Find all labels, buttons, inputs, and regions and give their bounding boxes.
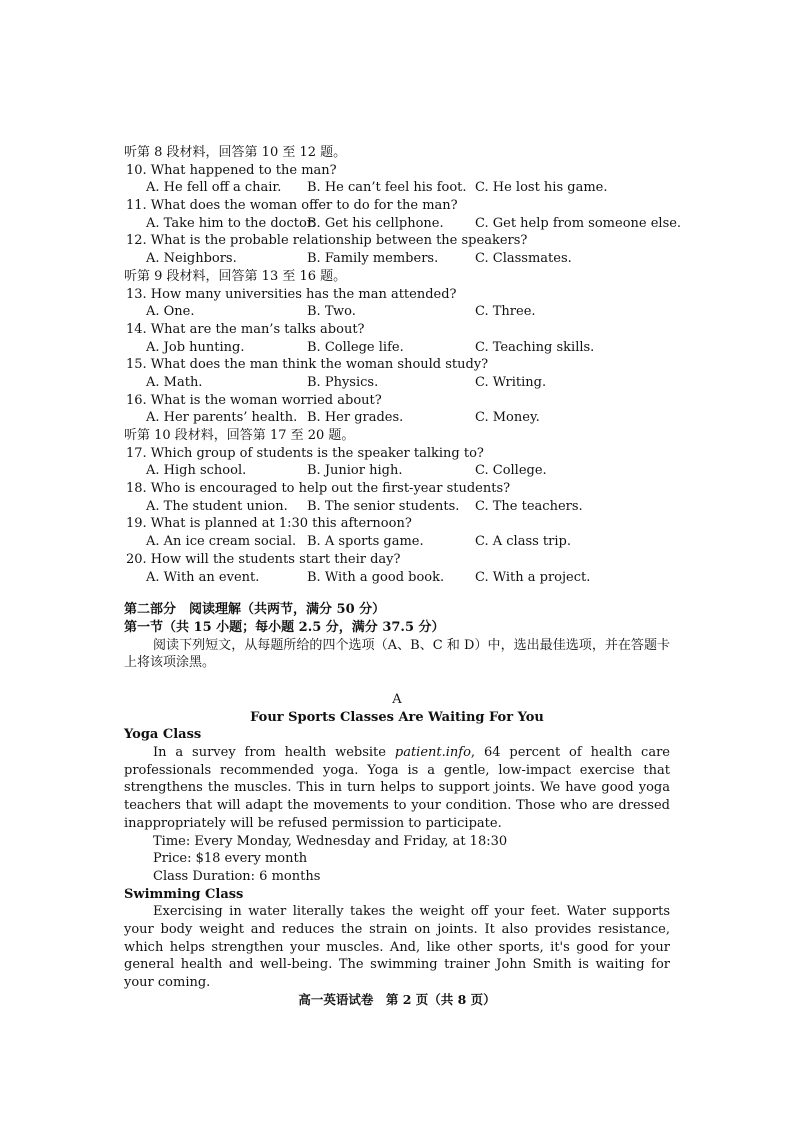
exam-page <box>124 144 682 992</box>
option-b: B. Physics. <box>307 374 379 390</box>
question-19: 19. What is planned at 1:30 this afternoon? <box>126 516 412 532</box>
question-18: 18. Who is encouraged to help out the first-year students? <box>126 481 511 497</box>
option-b: B. Junior high. <box>307 463 403 479</box>
question-11: 11. What does the woman offer to do for the man? <box>126 198 458 214</box>
options-12 <box>124 250 670 268</box>
option-a: A. One. <box>146 304 195 320</box>
option-c: C. Teaching skills. <box>475 339 595 355</box>
options-20 <box>124 569 670 587</box>
option-c: C. Writing. <box>475 374 547 390</box>
option-b: B. Her grades. <box>307 410 404 426</box>
options-11 <box>124 215 682 233</box>
option-b: B. Two. <box>307 304 356 320</box>
option-a: A. High school. <box>146 463 247 479</box>
swimming-heading: Swimming Class <box>124 886 244 902</box>
website-name: patient.info <box>394 745 471 761</box>
passage-title: Four Sports Classes Are Waiting For You <box>250 709 544 725</box>
option-a: A. Neighbors. <box>146 251 237 267</box>
yoga-price: Price: $18 every month <box>153 851 308 867</box>
option-c: C. Money. <box>475 410 540 426</box>
part-title: 第二部分 阅读理解（共两节，满分 50 分） <box>124 602 386 618</box>
yoga-heading: Yoga Class <box>124 727 202 743</box>
instruction: 阅读下列短文，从每题所给的四个选项（A、B、C 和 D）中，选出最佳选项，并在答题卡上将该项涂黑。 <box>124 637 670 671</box>
yoga-text-after: , 64 percent of health care professionals recommended yoga. Yoga is a gentle, low-impact exercise that strengthens the muscles. This in turn helps to support joints. We have good yoga teachers that will adapt the movements to your condition. Those who are dressed inappropriately will be refused permission to participate. <box>124 745 670 831</box>
option-a: A. The student union. <box>146 498 288 514</box>
section-intro: 听第 8 段材料，回答第 10 至 12 题。 <box>124 145 347 160</box>
option-a: A. Math. <box>146 374 203 390</box>
option-a: A. He fell off a chair. <box>146 180 282 196</box>
option-c: C. Classmates. <box>475 251 572 267</box>
yoga-time: Time: Every Monday, Wednesday and Friday, at 18:30 <box>153 833 508 849</box>
question-10: 10. What happened to the man? <box>126 162 337 178</box>
option-a: A. An ice cream social. <box>146 534 297 550</box>
option-a: A. With an event. <box>146 569 260 585</box>
yoga-text-before: In a survey from health website <box>153 745 395 761</box>
option-a: A. Take him to the doctor. <box>146 215 316 231</box>
options-18 <box>124 498 670 516</box>
option-a: A. Her parents’ health. <box>146 410 298 426</box>
swimming-paragraph: Exercising in water literally takes the weight off your feet. Water supports your body weight and reduces the strain on joints. It also provides resistance, which helps strengthen your muscles. And, like other sports, it's good for your general health and well-being. The swimming trainer John Smith is waiting for your coming. <box>124 904 670 991</box>
section-intro: 听第 9 段材料，回答第 13 至 16 题。 <box>124 268 347 284</box>
options-13 <box>124 303 670 321</box>
section-title: 第一节（共 15 小题；每小题 2.5 分，满分 37.5 分） <box>124 619 445 635</box>
option-b: B. With a good book. <box>307 569 445 585</box>
section-intro: 听第 10 段材料，回答第 17 至 20 题。 <box>124 428 355 443</box>
options-10 <box>124 179 670 197</box>
option-c: C. College. <box>475 463 547 479</box>
question-15: 15. What does the man think the woman should study? <box>126 357 489 373</box>
option-c: C. He lost his game. <box>475 180 608 196</box>
option-c: C. Get help from someone else. <box>475 215 682 231</box>
option-b: B. Family members. <box>307 251 439 267</box>
question-13: 13. How many universities has the man attended? <box>126 286 457 302</box>
options-16 <box>124 409 670 427</box>
option-c: C. With a project. <box>475 569 591 585</box>
option-c: C. A class trip. <box>475 534 571 550</box>
options-19 <box>124 533 670 551</box>
yoga-paragraph <box>124 744 670 833</box>
option-b: B. He can’t feel his foot. <box>307 180 467 196</box>
question-16: 16. What is the woman worried about? <box>126 392 382 408</box>
option-b: B. Get his cellphone. <box>307 215 444 231</box>
question-20: 20. How will the students start their day? <box>126 551 401 567</box>
option-b: B. The senior students. <box>307 498 460 514</box>
page-footer: 高一英语试卷 第 2 页（共 8 页） <box>298 992 496 1007</box>
question-14: 14. What are the man’s talks about? <box>126 321 365 337</box>
options-14 <box>124 339 670 357</box>
option-c: C. The teachers. <box>475 498 583 514</box>
options-17 <box>124 462 670 480</box>
question-17: 17. Which group of students is the speaker talking to? <box>126 445 484 461</box>
question-12: 12. What is the probable relationship between the speakers? <box>126 233 528 249</box>
options-15 <box>124 374 670 392</box>
option-a: A. Job hunting. <box>146 339 245 355</box>
option-b: B. A sports game. <box>307 534 424 550</box>
passage-letter: A <box>392 691 402 707</box>
option-b: B. College life. <box>307 339 404 355</box>
option-c: C. Three. <box>475 304 536 320</box>
yoga-duration: Class Duration: 6 months <box>153 868 321 884</box>
